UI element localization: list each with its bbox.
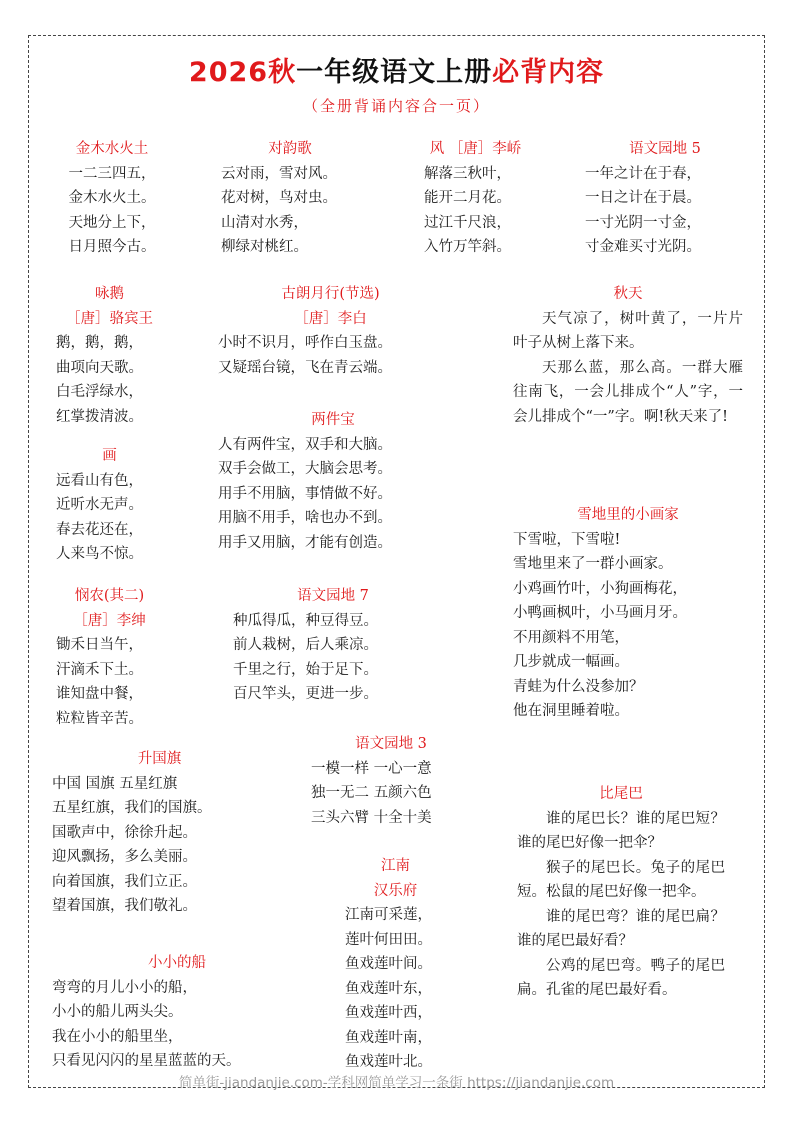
poem-line: 山清对水秀， [221,214,308,231]
poem-line: 白毛浮绿水， [56,384,143,400]
poem-line: 一模一样 一心一意 [311,760,432,777]
poem-line: 寸金难买寸光阴。 [585,239,701,255]
poem-title: 金木水火土 [75,141,149,157]
poem-line: 一寸光阴一寸金， [585,214,701,231]
poem-title: 对韵歌 [268,141,312,157]
poem-title: 比尾巴 [599,786,643,802]
poem-line: 一年之计在于春， [585,165,701,182]
poem-paragraph: 谁的尾巴弯？谁的尾巴扁？谁的尾巴最好看？ [517,908,725,949]
poem-title: 古朗月行(节选) [281,286,380,302]
poem-line: 小小的船儿两头尖。 [52,1004,183,1020]
poem-title: 语文园地 3 [355,736,427,752]
poem-line: 花对树，鸟对虫。 [221,190,337,206]
poem-line: 鹅，鹅，鹅， [56,335,143,351]
poem-line: 青蛙为什么没参加？ [513,678,644,695]
poem-paragraph: 天那么蓝，那么高。一群大雁往南飞，一会儿排成个“人”字，一会儿排成个“一”字。啊!秋天来了! [513,359,743,425]
poem-line: 一日之计在于晨。 [585,190,701,206]
poem-line: 汗滴禾下土。 [56,661,143,678]
poem-line: 入竹万竿斜。 [424,239,511,255]
poem-title: 小小的船 [148,955,206,971]
poem-title: 风 ［唐］李峤 [429,141,522,157]
poem-line: 云对雨，雪对风。 [221,165,337,182]
poem-line: 国歌声中，徐徐升起。 [52,824,197,841]
poem-line: 小时不识月，呼作白玉盘。 [218,335,392,351]
poem-line: 红掌拨清波。 [56,408,143,425]
poem-title: 升国旗 [137,751,182,767]
poem-jinmu [52,137,172,260]
poem-paragraph: 公鸡的尾巴弯。鸭子的尾巴扁。孔雀的尾巴最好看。 [517,957,725,998]
poem-line: 小鸡画竹叶，小狗画梅花， [513,580,687,597]
poem-feng [418,137,533,260]
poem-gulang [218,282,443,380]
poem-author: ［唐］李绅 [73,612,146,629]
poem-line: 鱼戏莲叶间。 [345,956,432,972]
footer-watermark: 简单街-jiandanjie.com-学科网简单学习一条街 https://jiandanjie.com [178,1075,615,1091]
poem-line: 又疑瑶台镜，飞在青云端。 [218,359,392,376]
poem-line: 莲叶何田田。 [345,931,432,948]
page-subtitle: （全册背诵内容合一页） [302,97,490,115]
poem-yuwen3 [311,732,471,830]
poem-xuedi [513,503,743,724]
poem-line: 千里之行，始于足下。 [233,661,378,678]
poem-hua [52,444,167,567]
poem-line: 种瓜得瓜，种豆得豆。 [233,612,378,629]
poem-title: 雪地里的小画家 [577,507,679,523]
poem-yuwen5 [585,137,745,260]
poem-line: 曲项向天歌。 [56,359,143,376]
poem-line: 三头六臂 十全十美 [311,809,432,826]
poem-line: 鱼戏莲叶东， [345,980,432,997]
poem-duiyun [205,137,375,260]
poem-line: 双手会做工，大脑会思考。 [218,461,392,477]
poem-line: 鱼戏莲叶西， [345,1005,432,1021]
poem-line: 向着国旗，我们立正。 [52,873,197,890]
poem-line: 弯弯的月儿小小的船， [52,979,197,996]
poem-line: 春去花还在， [56,521,143,538]
poem-title: 语文园地 5 [629,141,701,157]
title-season: 秋 [268,57,297,88]
poem-line: 望着国旗，我们敬礼。 [52,898,197,914]
poem-line: 用手又用脑，才能有创造。 [218,534,392,551]
poem-line: 小鸭画枫叶，小马画月牙。 [513,605,687,621]
poem-paragraph: 谁的尾巴长？谁的尾巴短？谁的尾巴好像一把伞？ [517,810,725,851]
poem-line: 天地分上下， [68,214,156,231]
title-highlight: 必背内容 [492,57,605,88]
poem-title: 画 [102,448,117,464]
poem-line: 前人栽树，后人乘凉。 [233,637,378,653]
poem-line: 用脑不用手，啥也办不到。 [218,510,392,526]
poem-line: 鱼戏莲叶南， [345,1029,432,1046]
poem-shengguoqi [52,747,267,919]
poem-line: 过江千尺浪， [424,214,511,231]
poem-xiaochuan [52,951,302,1074]
poem-title: 咏鹅 [95,286,124,302]
poem-author: ［唐］骆宾王 [66,310,153,327]
poem-liangjian [218,408,448,555]
poem-line: 人有两件宝，双手和大脑。 [218,436,392,453]
poem-paragraph: 天气凉了，树叶黄了，一片片叶子从树上落下来。 [513,310,743,351]
poem-yonge [52,282,167,429]
poem-line: 柳绿对桃红。 [221,239,308,255]
page-title [0,50,793,89]
poem-line: 锄禾日当午， [56,637,143,653]
poem-line: 雪地里来了一群小画家。 [513,556,673,572]
poem-line: 日月照今古。 [68,239,156,255]
poem-line: 只看见闪闪的星星蓝蓝的天。 [52,1053,241,1069]
poem-line: 他在洞里睡着啦。 [513,703,629,719]
poem-title: 两件宝 [311,412,355,428]
poem-line: 鱼戏莲叶北。 [345,1054,432,1070]
poem-title: 秋天 [613,286,643,302]
poem-line: 粒粒皆辛苦。 [56,710,143,727]
title-year: 2026 [188,57,269,88]
poem-line: 江南可采莲， [345,907,432,923]
poem-line: 五星红旗，我们的国旗。 [52,800,212,816]
poem-author: ［唐］李白 [294,310,367,327]
poem-line: 用手不用脑，事情做不好。 [218,485,392,502]
poem-title: 语文园地 7 [297,588,369,604]
poem-minnong [52,584,167,731]
poem-line: 不用颜料不用笔， [513,629,629,646]
poem-line: 几步就成一幅画。 [513,654,629,670]
poem-biweiba [517,782,725,1003]
poem-paragraph: 猴子的尾巴长。兔子的尾巴短。松鼠的尾巴好像一把伞。 [517,859,725,900]
poem-line: 中国 国旗 五星红旗 [52,775,178,792]
poem-line: 近听水无声。 [56,497,143,513]
poem-jiangnan [338,854,453,1075]
poem-line: 下雪啦，下雪啦! [513,531,621,548]
poem-line: 远看山有色， [56,472,143,489]
poem-line: 我在小小的船里坐， [52,1028,183,1045]
title-main: 一年级语文上册 [296,57,493,88]
poem-line: 迎风飘扬，多么美丽。 [52,849,197,865]
poem-line: 金木水火土。 [68,190,156,206]
poem-line: 能开二月花。 [424,190,511,206]
poem-line: 解落三秋叶， [424,165,511,182]
poem-qiutian [513,282,743,429]
poem-line: 谁知盘中餐， [56,686,143,702]
poem-title: 江南 [381,858,410,874]
poem-title: 悯农(其二) [74,588,145,604]
poem-yuwen7 [233,584,433,707]
poem-line: 人来鸟不惊。 [56,546,143,562]
poem-line: 一二三四五， [68,165,156,182]
poem-line: 独一无二 五颜六色 [311,785,432,801]
poem-line: 百尺竿头，更进一步。 [233,686,378,702]
poem-author: 汉乐府 [373,882,418,899]
